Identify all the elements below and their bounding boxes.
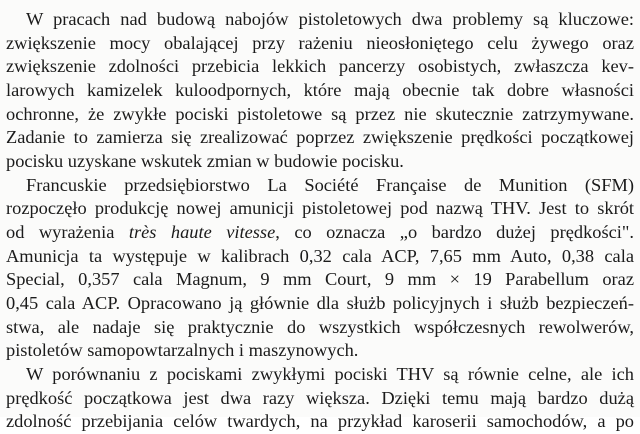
text-line: 0,45 cala ACP. Opracowano ją głównie dla służb policyjnych i służb bezpieczeń- [6,293,634,313]
text-line: Zadanie to zamierza się zrealizować poprzez zwiększenie prędkości początkowej [6,127,634,147]
italic-phrase: très haute vitesse [128,222,276,242]
text-line: Francuskie przedsiębiorstwo La Société Française de Munition (SFM) [26,175,634,195]
text-segment: , co oznacza „o bardzo dużej prędkości". [275,222,634,242]
text-line: Amunicja ta występuje w kalibrach 0,32 cala ACP, 7,65 mm Auto, 0,38 cala [6,246,634,266]
text-segment: od wyrażenia [6,222,115,242]
text-line [0,219,640,245]
text-line: stwa, ale nadaje się praktycznie do wszystkich współczesnych rewolwerów, [6,317,634,337]
text-line: prędkość początkowa jest dwa razy większa. Dzięki temu mają bardzo dużą [6,388,634,408]
text-line: W porównaniu z pociskami zwykłymi pociski THV są równie celne, ale ich [26,364,634,384]
text-line: W pracach nad budową nabojów pistoletowych dwa problemy są kluczowe: [26,9,634,29]
text-line: Special, 0,357 cala Magnum, 9 mm Court, 9 mm × 19 Parabellum oraz [6,269,634,289]
text-line: larowych kamizelek kuloodpornych, które mają obecnie tak dobre własności [6,80,634,100]
text-line: pistoletów samopowtarzalnych i maszynowych. [6,340,359,360]
text-line: pocisku uzyskane wskutek zmian w budowie pocisku. [6,151,404,171]
text-line: zwiększenie zdolności przebicia lekkich pancerzy osobistych, zwłaszcza kev- [6,56,634,76]
text-line: rozpoczęło produkcję nowej amunicji pistoletowej pod nazwą THV. Jest to skrót [6,198,634,218]
text-line: ochronne, że zwykłe pociski pistoletowe są przez nie skutecznie zatrzymywane. [6,104,634,124]
text-line: zwiększenie mocy obalającej przy rażeniu nieosłoniętego celu żywego oraz [6,33,634,53]
text-line: zdolność przebijania celów twardych, na przykład karoserii samochodów, a po [6,411,634,431]
